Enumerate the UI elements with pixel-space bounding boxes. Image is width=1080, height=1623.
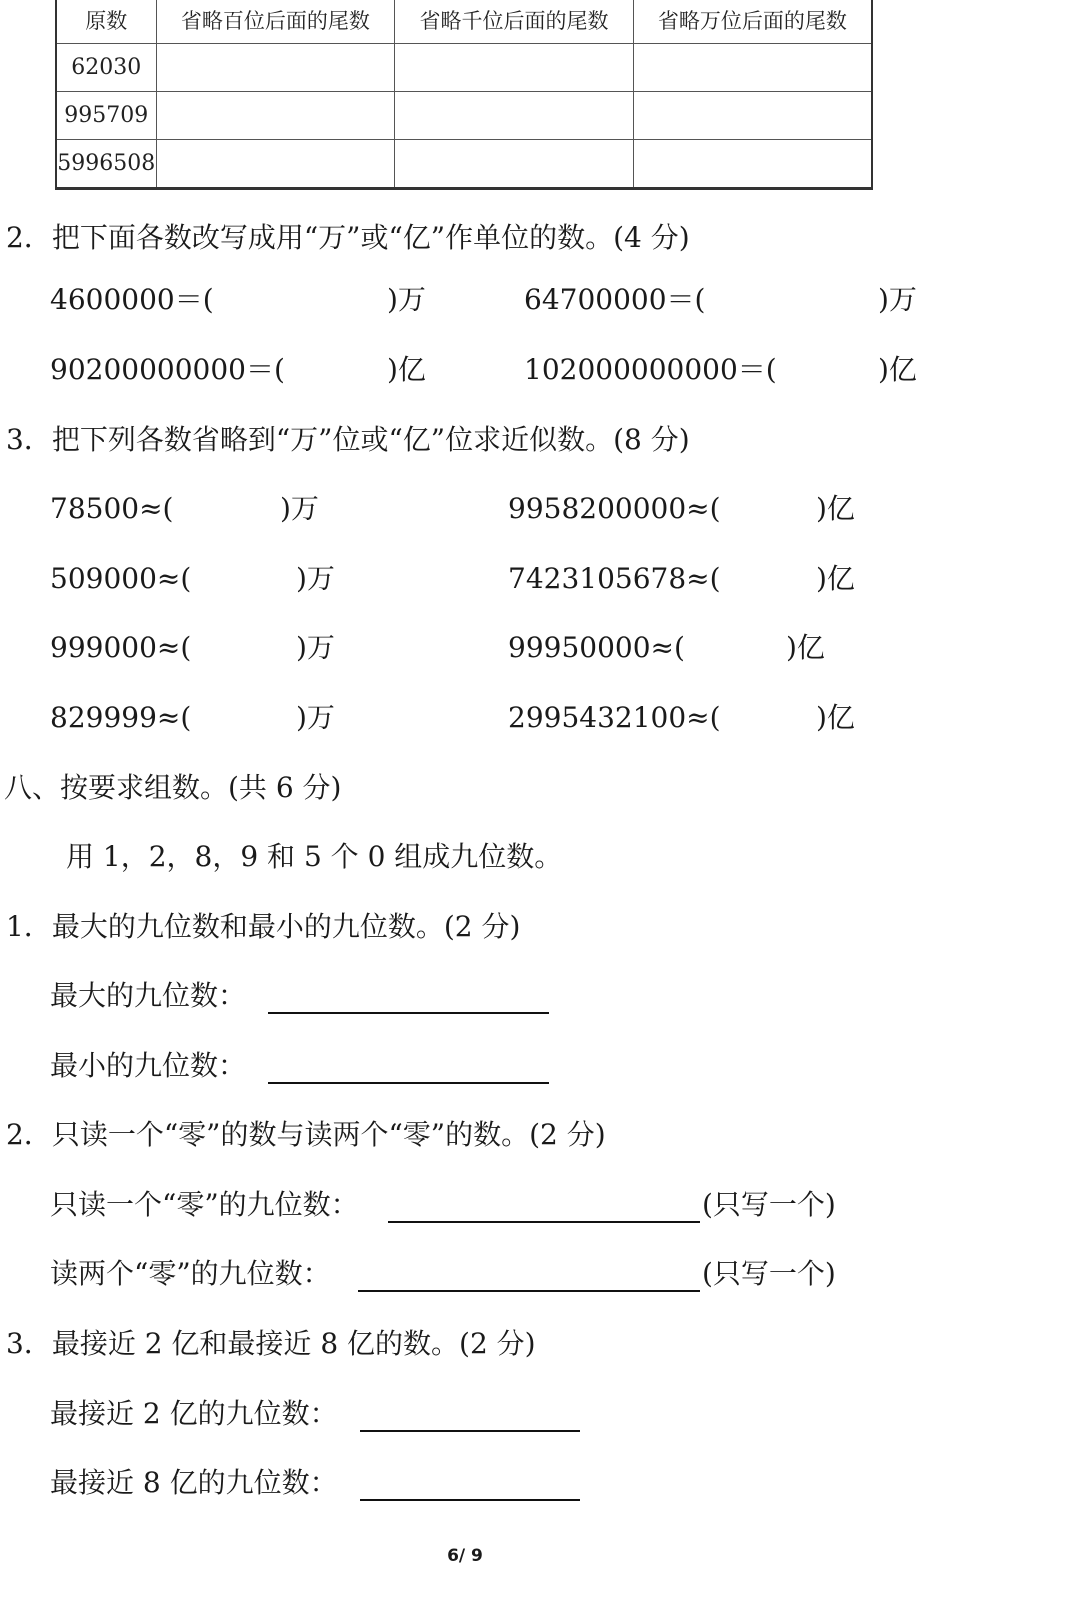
table-row	[56, 44, 872, 92]
q3-item-left: 7423105678≈(	[508, 562, 721, 595]
row-original: 5996508	[56, 140, 156, 189]
answer-cell[interactable]	[633, 140, 872, 189]
q2-item-right: )亿	[878, 353, 917, 386]
row-original: 995709	[56, 92, 156, 140]
header-hundreds: 省略百位后面的尾数	[156, 0, 395, 44]
q2-item-left: 102000000000＝(	[524, 353, 777, 386]
q3-item-right: )亿	[816, 701, 855, 734]
q3-item-left: 9958200000≈(	[508, 492, 721, 525]
q3-item-right: )万	[280, 492, 319, 525]
answer-cell[interactable]	[633, 44, 872, 92]
s8-q3-title: 3．最接近 2 亿和最接近 8 亿的数。(2 分)	[6, 1327, 536, 1360]
q3-title: 3．把下列各数省略到“万”位或“亿”位求近似数。(8 分)	[6, 423, 690, 456]
q2-item-left: 64700000＝(	[524, 283, 706, 316]
table-row	[56, 92, 872, 140]
answer-cell[interactable]	[395, 92, 634, 140]
rounding-table	[55, 0, 873, 190]
q3-item-left: 829999≈(	[50, 701, 192, 734]
header-original: 原数	[56, 0, 156, 44]
q3-item-right: )亿	[786, 631, 825, 664]
q3-item-right: )万	[296, 562, 335, 595]
q2-item-right: )万	[878, 283, 917, 316]
min-nine-digit-label: 最小的九位数：	[50, 1049, 247, 1082]
near-8-yi-blank[interactable]	[360, 1499, 580, 1501]
two-zero-label: 读两个“零”的九位数：	[50, 1257, 331, 1290]
max-nine-digit-blank[interactable]	[268, 1012, 549, 1014]
q2-item-right: )万	[387, 283, 426, 316]
answer-cell[interactable]	[633, 92, 872, 140]
s8-q2-title: 2．只读一个“零”的数与读两个“零”的数。(2 分)	[6, 1118, 606, 1151]
q3-item-right: )万	[296, 631, 335, 664]
q3-item-left: 78500≈(	[50, 492, 174, 525]
answer-cell[interactable]	[156, 92, 395, 140]
row-original: 62030	[56, 44, 156, 92]
table-row	[56, 140, 872, 189]
max-nine-digit-label: 最大的九位数：	[50, 979, 247, 1012]
table-header-row	[56, 0, 872, 44]
section-8-intro: 用 1，2，8，9 和 5 个 0 组成九位数。	[66, 840, 563, 873]
one-zero-blank[interactable]	[388, 1221, 700, 1223]
q2-item-left: 4600000＝(	[50, 283, 214, 316]
min-nine-digit-blank[interactable]	[268, 1082, 549, 1084]
near-2-yi-label: 最接近 2 亿的九位数：	[50, 1397, 338, 1430]
q3-item-left: 999000≈(	[50, 631, 192, 664]
header-ten-thousands: 省略万位后面的尾数	[633, 0, 872, 44]
q3-item-left: 509000≈(	[50, 562, 192, 595]
s8-q1-title: 1．最大的九位数和最小的九位数。(2 分)	[6, 910, 521, 943]
header-thousands: 省略千位后面的尾数	[395, 0, 634, 44]
answer-cell[interactable]	[156, 44, 395, 92]
answer-cell[interactable]	[395, 44, 634, 92]
q2-item-right: )亿	[387, 353, 426, 386]
answer-cell[interactable]	[156, 140, 395, 189]
q2-item-left: 90200000000＝(	[50, 353, 285, 386]
one-zero-note: (只写一个)	[702, 1188, 836, 1221]
q3-item-left: 2995432100≈(	[508, 701, 721, 734]
two-zero-note: (只写一个)	[702, 1257, 836, 1290]
section-8-title: 八、按要求组数。(共 6 分)	[4, 771, 342, 804]
near-8-yi-label: 最接近 8 亿的九位数：	[50, 1466, 338, 1499]
one-zero-label: 只读一个“零”的九位数：	[50, 1188, 359, 1221]
page-number: 6/ 9	[447, 1546, 483, 1566]
q2-title: 2．把下面各数改写成用“万”或“亿”作单位的数。(4 分)	[6, 221, 690, 254]
q3-item-right: )亿	[816, 492, 855, 525]
near-2-yi-blank[interactable]	[360, 1430, 580, 1432]
two-zero-blank[interactable]	[358, 1290, 700, 1292]
answer-cell[interactable]	[395, 140, 634, 189]
q3-item-right: )万	[296, 701, 335, 734]
q3-item-right: )亿	[816, 562, 855, 595]
q3-item-left: 99950000≈(	[508, 631, 685, 664]
